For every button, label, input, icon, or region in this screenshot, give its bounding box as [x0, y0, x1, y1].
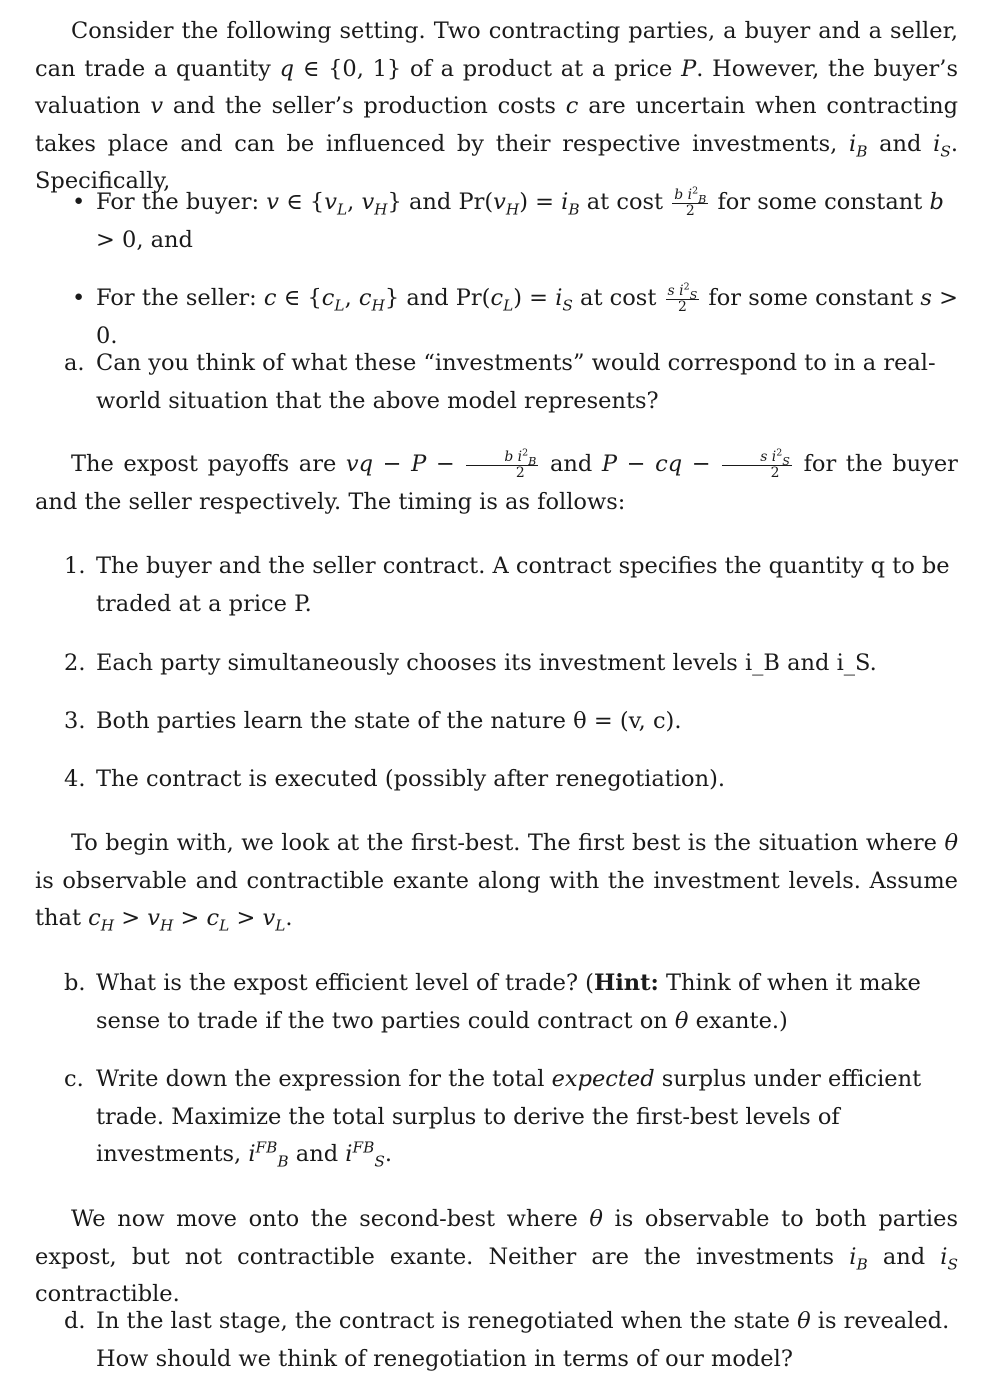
- bullet-mark: •: [72, 189, 86, 215]
- question-d: d. In the last stage, the contract is renegotiated when the state θ is revealed. How should we think of renegotiation in terms of our model?: [0, 1303, 984, 1378]
- timing-item-1: 1. The buyer and the seller contract. A contract specifies the quantity q to be traded at a price P.: [0, 548, 984, 623]
- bullet-buyer: • For the buyer: v ∈ {$v_L$, $v_H$} and $Pr(v_H) = i_B$ at cost $\frac{b i^2_B}{2}$ for some constant b > 0, and: [72, 185, 944, 253]
- question-a: a. Can you think of what these “investments” would correspond to in a real-world situation that the above model represents?: [0, 345, 984, 420]
- question-label: c.: [64, 1066, 84, 1092]
- list-number: 4.: [64, 766, 86, 792]
- question-label: a.: [64, 350, 85, 376]
- list-number: 2.: [64, 650, 86, 676]
- intro-paragraph: Consider the following setting. Two contracting parties, a buyer and a seller, can trade a quantity q ∈ {0, 1} of a product at a price P. However, the buyer’s valuation v and the seller’s production costs c are uncertain when contracting takes place and can be influenced by their respective investments, $i_B$ and $i_S$. Specifically,: [35, 18, 959, 194]
- timing-item-3: 3. Both parties learn the state of the nature θ = (v, c).: [0, 703, 984, 741]
- second-best-paragraph: We now move onto the second-best where θ is observable to both parties expost, but not contractible exante. Neither are the investments $i_B$ and $i_S$ contractible.: [35, 1206, 958, 1307]
- fraction-seller-cost: $\frac{s i^2_S}{2}$: [667, 281, 698, 315]
- question-label: b.: [64, 970, 86, 996]
- list-number: 1.: [64, 553, 86, 579]
- timing-item-2: 2. Each party simultaneously chooses its investment levels i_B and i_S.: [0, 645, 984, 683]
- question-b: b. What is the expost efficient level of trade? (Hint: Think of when it make sense to trade if the two parties could contract on θ exante.): [0, 965, 984, 1040]
- fraction-buyer-cost: $\frac{b i^2_B}{2}$: [674, 185, 707, 219]
- timing-item-4: 4. The contract is executed (possibly after renegotiation).: [0, 761, 984, 799]
- fraction-seller-payoff: $\frac{s i^2_S}{2}$: [722, 450, 792, 480]
- bullet-seller: • For the seller: c ∈ {$c_L$, $c_H$} and $Pr(c_L) = i_S$ at cost $\frac{s i^2_S}{2}$ for some constant s > 0.: [72, 281, 958, 349]
- first-best-paragraph: To begin with, we look at the first-best. The first best is the situation where θ is observable and contractible exante along with the investment levels. Assume that $c_H > v_H > c_L > v_L$.: [35, 830, 958, 935]
- payoffs-paragraph: The expost payoffs are vq − P − $\frac{b i^2_B}{2}$ and P − cq − $\frac{s i^2_S}{2}$ for the buyer and the seller respectively. The timing is as follows:: [35, 447, 958, 515]
- question-c: c. Write down the expression for the total expected surplus under efficient trade. Maximize the total surplus to derive the first-best levels of investments, $i^{FB}_B$ and $i^{FB}_S$.: [0, 1061, 984, 1174]
- list-number: 3.: [64, 708, 86, 734]
- bullet-mark: •: [72, 285, 86, 311]
- fraction-buyer-payoff: $\frac{b i^2_B}{2}$: [466, 450, 538, 480]
- question-label: d.: [64, 1308, 86, 1334]
